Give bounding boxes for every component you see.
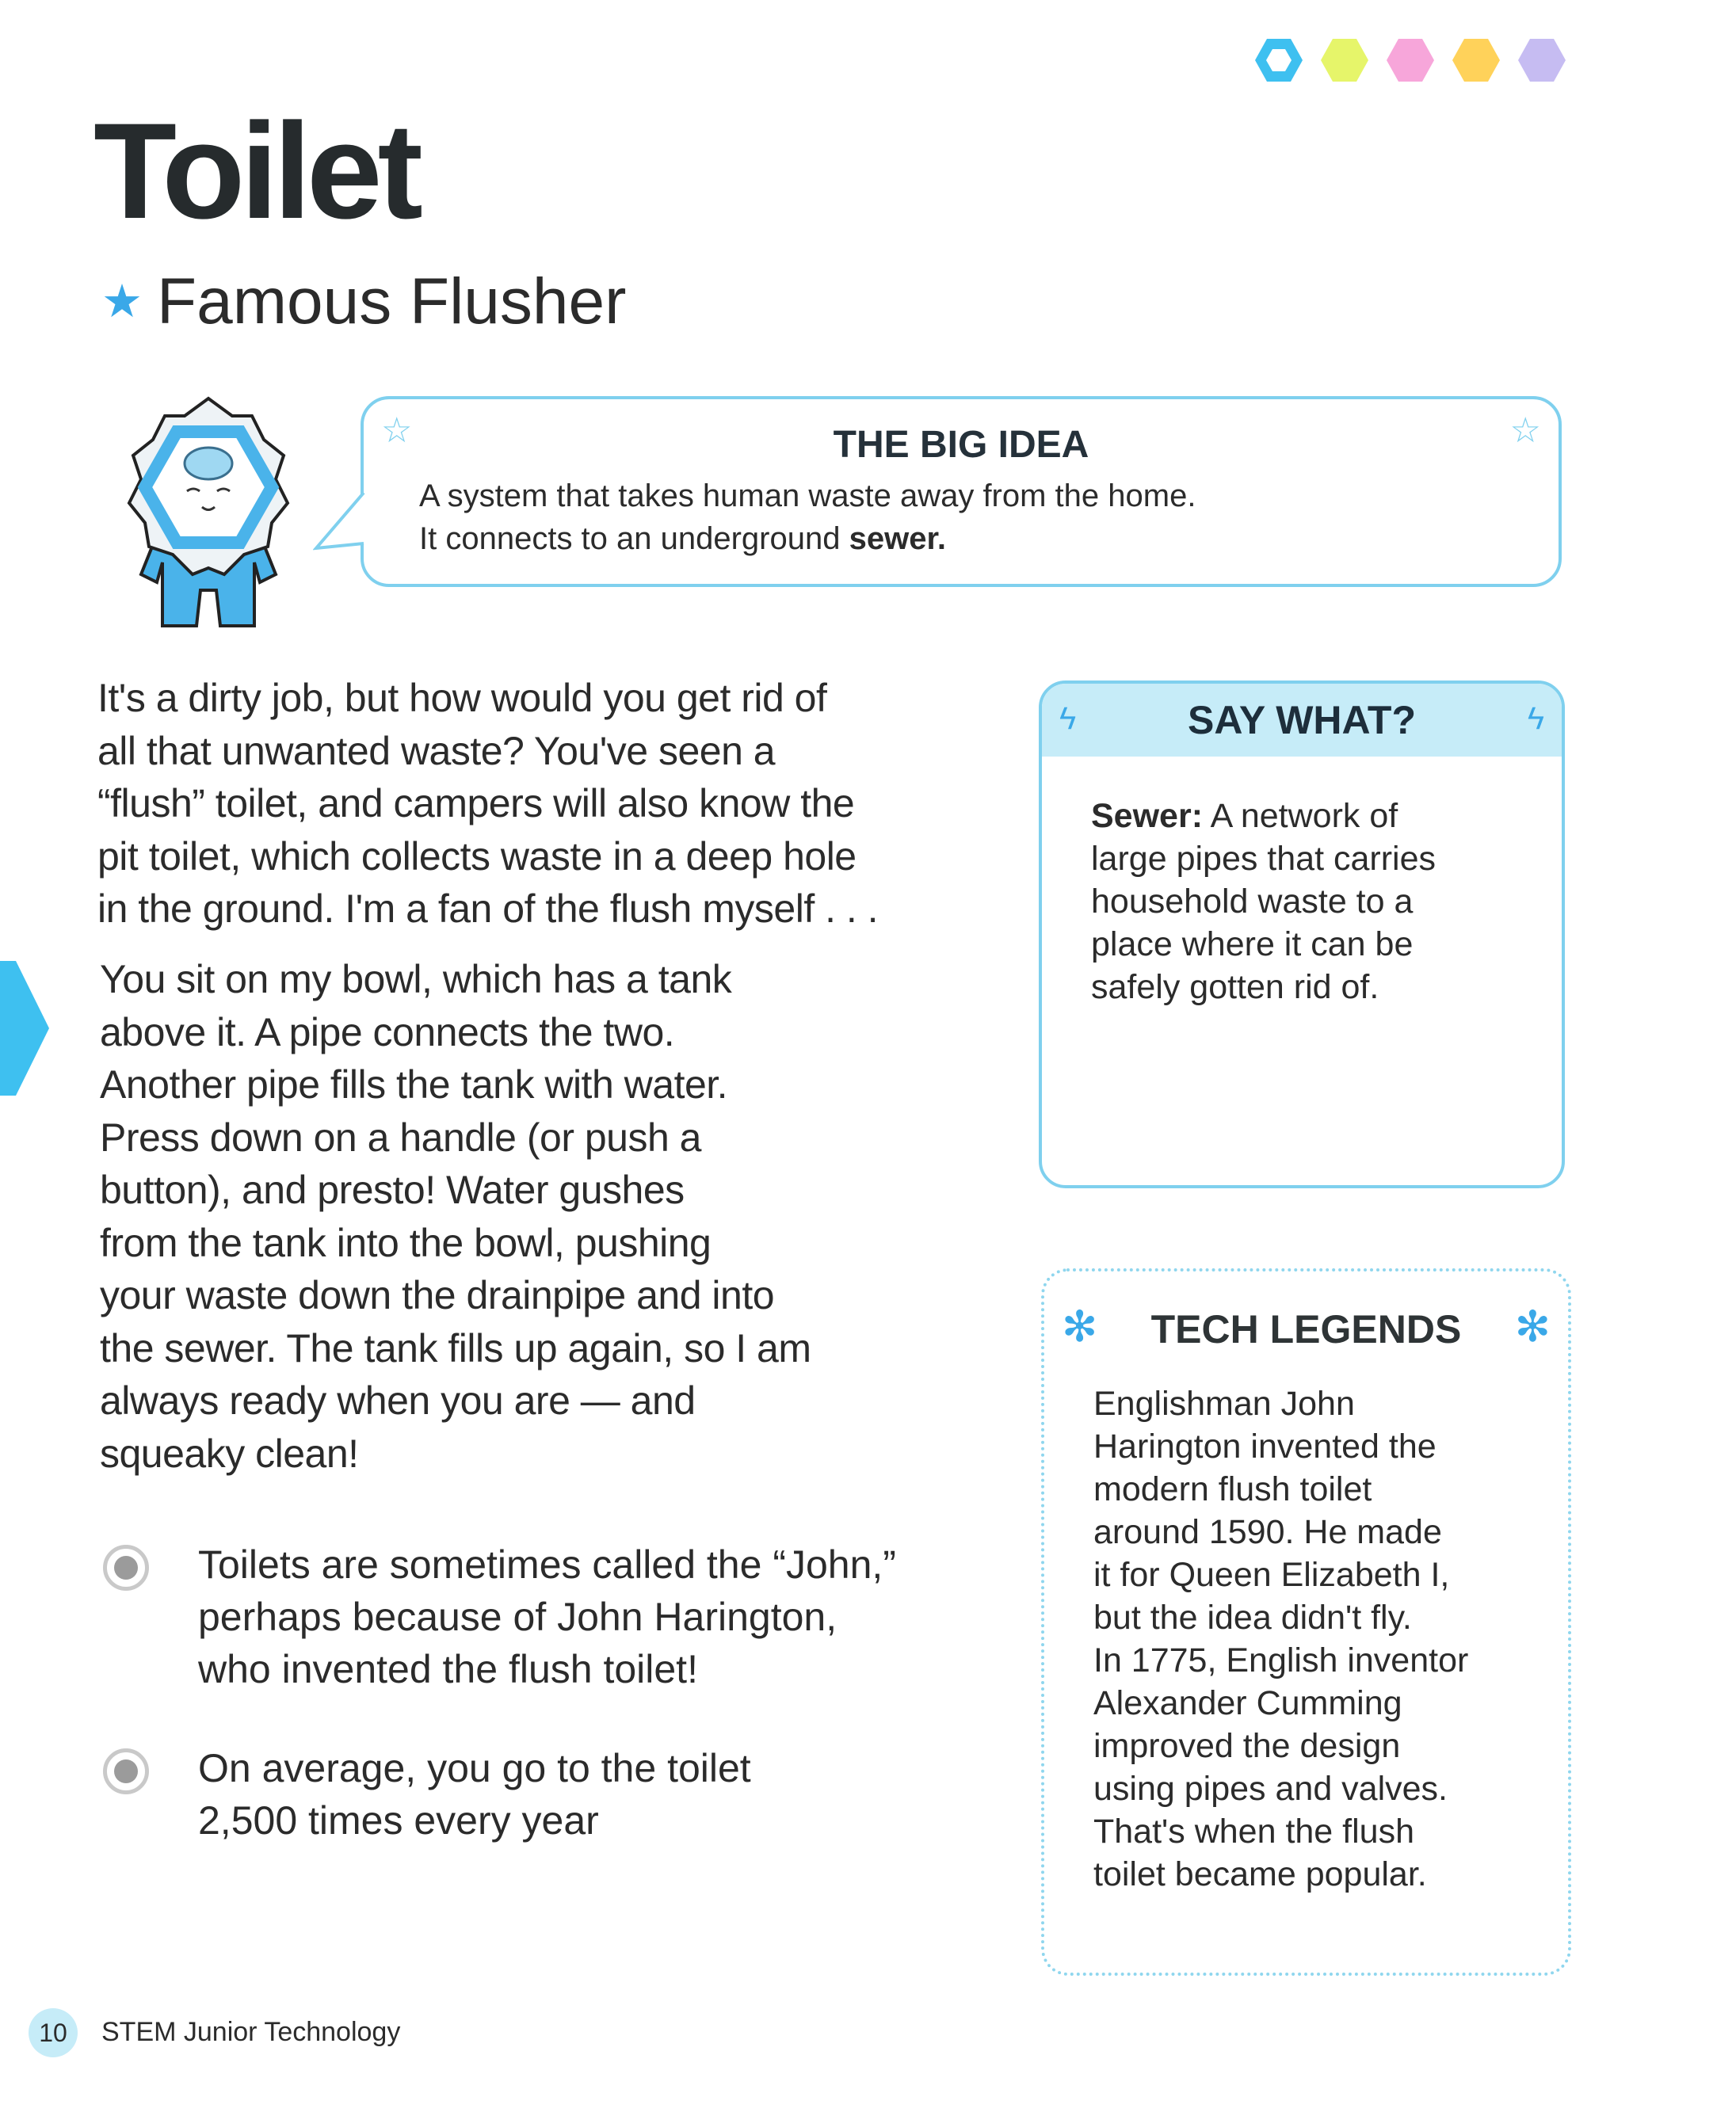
legend-line: Englishman John	[1093, 1385, 1355, 1423]
hexagon-icon	[1518, 39, 1566, 82]
page-number-badge	[29, 2008, 78, 2057]
hexagon-icon	[1387, 39, 1434, 82]
definition-line: large pipes that carries	[1091, 840, 1436, 878]
body-line: Press down on a handle (or push a	[100, 1115, 701, 1160]
fact-line: who invented the flush toilet!	[198, 1647, 698, 1691]
subtitle-text: Famous Flusher	[157, 265, 627, 337]
body-line: all that unwanted waste? You've seen a	[97, 728, 776, 773]
star-outline-icon: ☆	[381, 411, 413, 450]
body-line: You sit on my bowl, which has a tank	[100, 957, 732, 1001]
legend-line: but the idea didn't fly.	[1093, 1599, 1412, 1637]
say-what-header	[1042, 684, 1562, 757]
snowflake-icon: ✻	[1062, 1303, 1098, 1351]
legend-line: Harington invented the	[1093, 1428, 1436, 1466]
hexagon-icon	[1255, 39, 1303, 82]
body-line: your waste down the drainpipe and into	[100, 1273, 775, 1317]
legend-line: Alexander Cumming	[1093, 1684, 1402, 1722]
legend-line: around 1590. He made	[1093, 1513, 1442, 1551]
say-what-title: SAY WHAT?	[1188, 698, 1416, 742]
bullet-icon	[103, 1748, 149, 1794]
definition-term: Sewer:	[1091, 797, 1204, 835]
fact-line: 2,500 times every year	[198, 1798, 599, 1843]
big-idea-line: A system that takes human waste away from the home.	[419, 478, 1196, 513]
star-outline-icon: ☆	[1509, 411, 1541, 450]
body-line: button), and presto! Water gushes	[100, 1168, 685, 1212]
legend-line: toilet became popular.	[1093, 1855, 1427, 1893]
mascot-illustration	[113, 392, 303, 630]
body-line: pit toilet, which collects waste in a deep hole	[97, 833, 857, 879]
tech-legends-text	[1093, 1382, 1468, 1896]
body-line: always ready when you are — and	[100, 1378, 696, 1423]
big-idea-title: THE BIG IDEA	[833, 424, 1089, 466]
section-hexagons	[1255, 39, 1566, 82]
hexagon-icon	[1321, 39, 1368, 82]
body-line: in the ground. I'm a fan of the flush myself . . .	[97, 886, 879, 931]
big-idea-text: It connects to an underground	[419, 521, 849, 556]
page-number: 10	[39, 2018, 67, 2047]
legend-line: modern flush toilet	[1093, 1470, 1372, 1508]
body-paragraph-1	[97, 672, 1017, 936]
speech-pointer	[313, 491, 365, 555]
body-line: Another pipe fills the tank with water.	[100, 1062, 728, 1107]
snowflake-icon: ✻	[1514, 1303, 1551, 1351]
book-title: STEM Junior Technology	[101, 2017, 401, 2047]
definition-line: place where it can be	[1091, 925, 1414, 963]
tech-legends-title: TECH LEGENDS	[1150, 1307, 1462, 1351]
body-line: “flush” toilet, and campers will also know the	[97, 781, 855, 825]
tech-legends-box	[1041, 1268, 1571, 1976]
big-idea-box	[361, 396, 1562, 587]
say-what-definition	[1091, 795, 1436, 1008]
star-icon: ★	[101, 276, 143, 327]
legend-line: That's when the flush	[1093, 1813, 1414, 1851]
body-line: the sewer. The tank fills up again, so I am	[100, 1325, 811, 1371]
big-idea-keyword: sewer.	[849, 521, 946, 556]
say-what-box	[1039, 680, 1565, 1188]
legend-line: using pipes and valves.	[1093, 1770, 1448, 1808]
fact-line: perhaps because of John Harington,	[198, 1595, 837, 1639]
fact-item	[103, 1742, 751, 1847]
fact-line: Toilets are sometimes called the “John,”	[198, 1542, 896, 1587]
definition-line: household waste to a	[1091, 883, 1414, 921]
fact-item	[103, 1538, 896, 1695]
hexagon-icon	[1452, 39, 1500, 82]
subtitle	[101, 265, 627, 337]
fact-line: On average, you go to the toilet	[198, 1746, 751, 1790]
legend-line: In 1775, English inventor	[1093, 1641, 1469, 1679]
body-line: above it. A pipe connects the two.	[100, 1009, 675, 1054]
legend-line: it for Queen Elizabeth I,	[1093, 1556, 1450, 1594]
big-idea-line	[419, 521, 946, 557]
body-paragraph-2	[100, 953, 1019, 1480]
bullet-icon	[103, 1545, 149, 1591]
definition-line: A network of	[1203, 797, 1398, 835]
chevron-right-icon	[0, 961, 49, 1096]
lightning-icon: ϟ	[1527, 701, 1544, 736]
body-line: from the tank into the bowl, pushing	[100, 1220, 712, 1265]
body-line: It's a dirty job, but how would you get rid of	[97, 676, 827, 720]
body-line: squeaky clean!	[100, 1431, 359, 1476]
definition-line: safely gotten rid of.	[1091, 968, 1379, 1006]
lightning-icon: ϟ	[1059, 701, 1077, 736]
page-title: Toilet	[93, 95, 418, 247]
legend-line: improved the design	[1093, 1727, 1401, 1765]
